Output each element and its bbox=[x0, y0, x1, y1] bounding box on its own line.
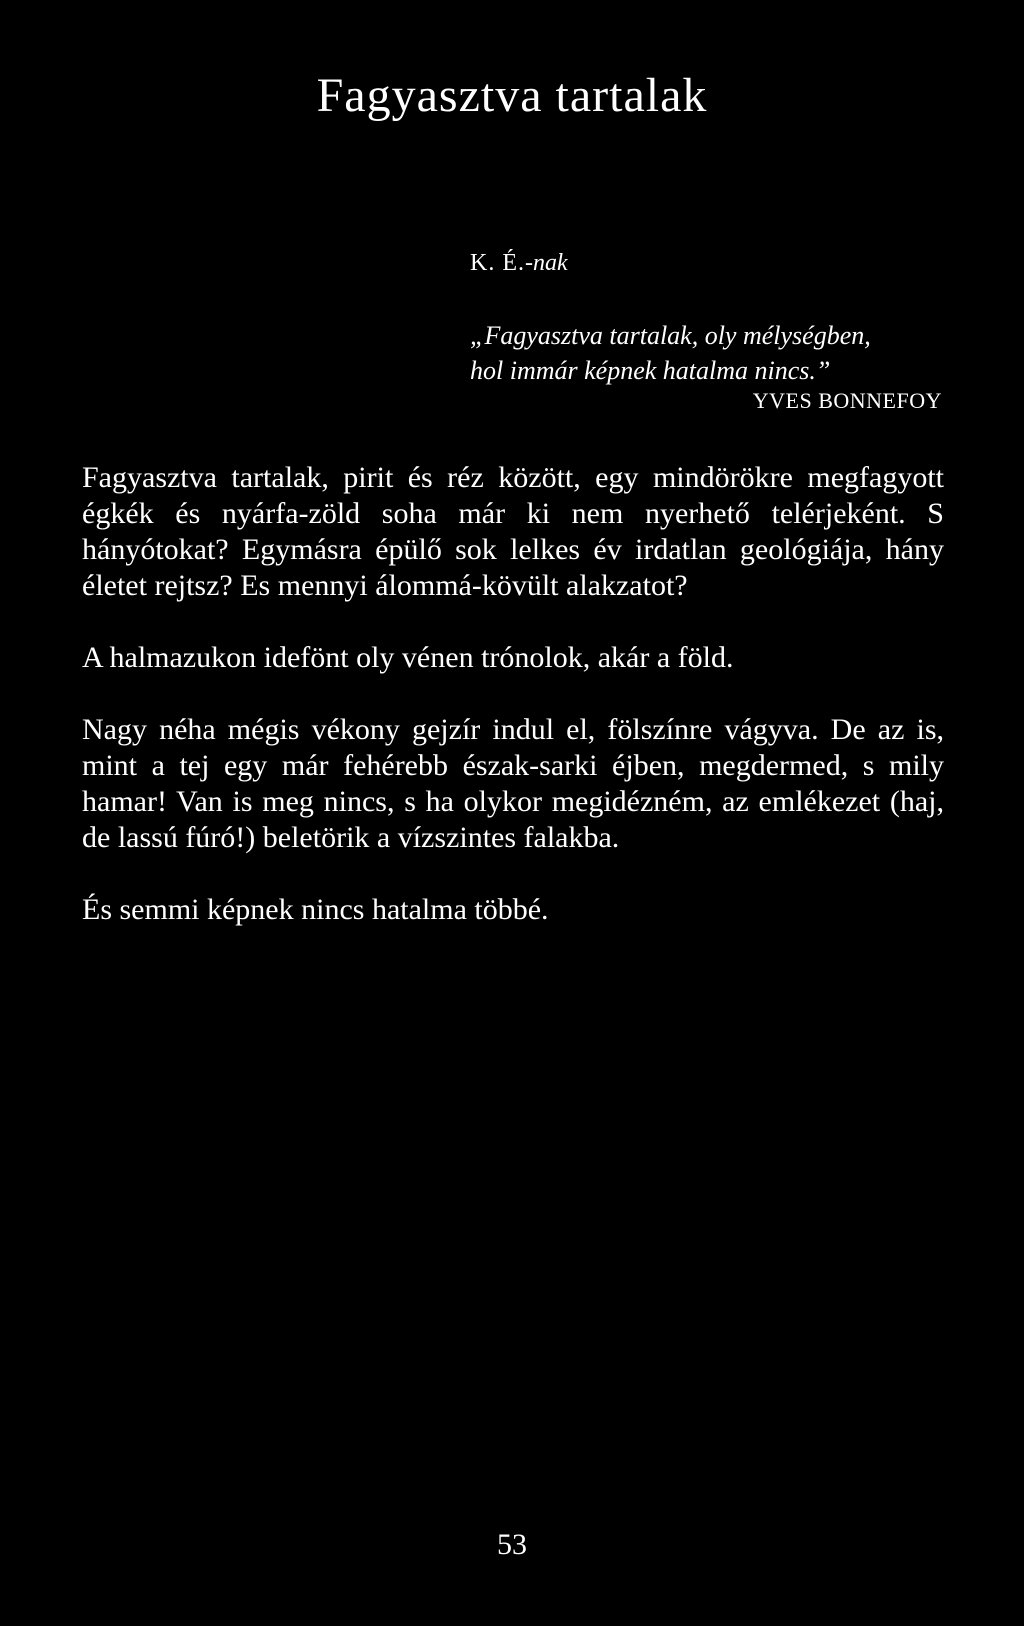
poem-stanza: Nagy néha mégis vékony gejzír indul el, fölszínre vágyva. De az is, mint a tej egy már fehérebb észak-sarki éjben, megdermed, s mily hamar! Van is meg nincs, s ha olykor megidézném, az emlékezet (haj, de lassú fúró!) beletörik a vízszintes falakba. bbox=[82, 713, 944, 854]
epigraph-quote bbox=[470, 318, 942, 388]
epigraph-line: „Fagyasztva tartalak, oly mélységben, bbox=[470, 321, 871, 350]
epigraph-line: hol immár képnek hatalma nincs.” bbox=[470, 356, 831, 385]
page-title: Fagyasztva tartalak bbox=[316, 69, 708, 122]
dedication-suffix: -nak bbox=[525, 250, 568, 276]
page-number: 53 bbox=[497, 1528, 527, 1561]
epigraph-author: YVES BONNEFOY bbox=[752, 388, 942, 413]
dedication bbox=[470, 250, 568, 277]
dedication-initials: K. É. bbox=[470, 250, 525, 276]
poem-stanza: A halmazukon idefönt oly vénen trónolok, akár a föld. bbox=[82, 641, 734, 674]
poem-body bbox=[82, 460, 944, 964]
poem-stanza: És semmi képnek nincs hatalma többé. bbox=[82, 893, 549, 926]
poem-stanza: Fagyasztva tartalak, pirit és réz között, egy mindörökre megfagyott égkék és nyárfa-zöld soha már ki nem nyerhető telérjeként. S hányótokat? Egymásra épülő sok lelkes év irdatlan geológiája, hány életet rejtsz? Es mennyi álommá-kövült alakzatot? bbox=[82, 461, 944, 602]
